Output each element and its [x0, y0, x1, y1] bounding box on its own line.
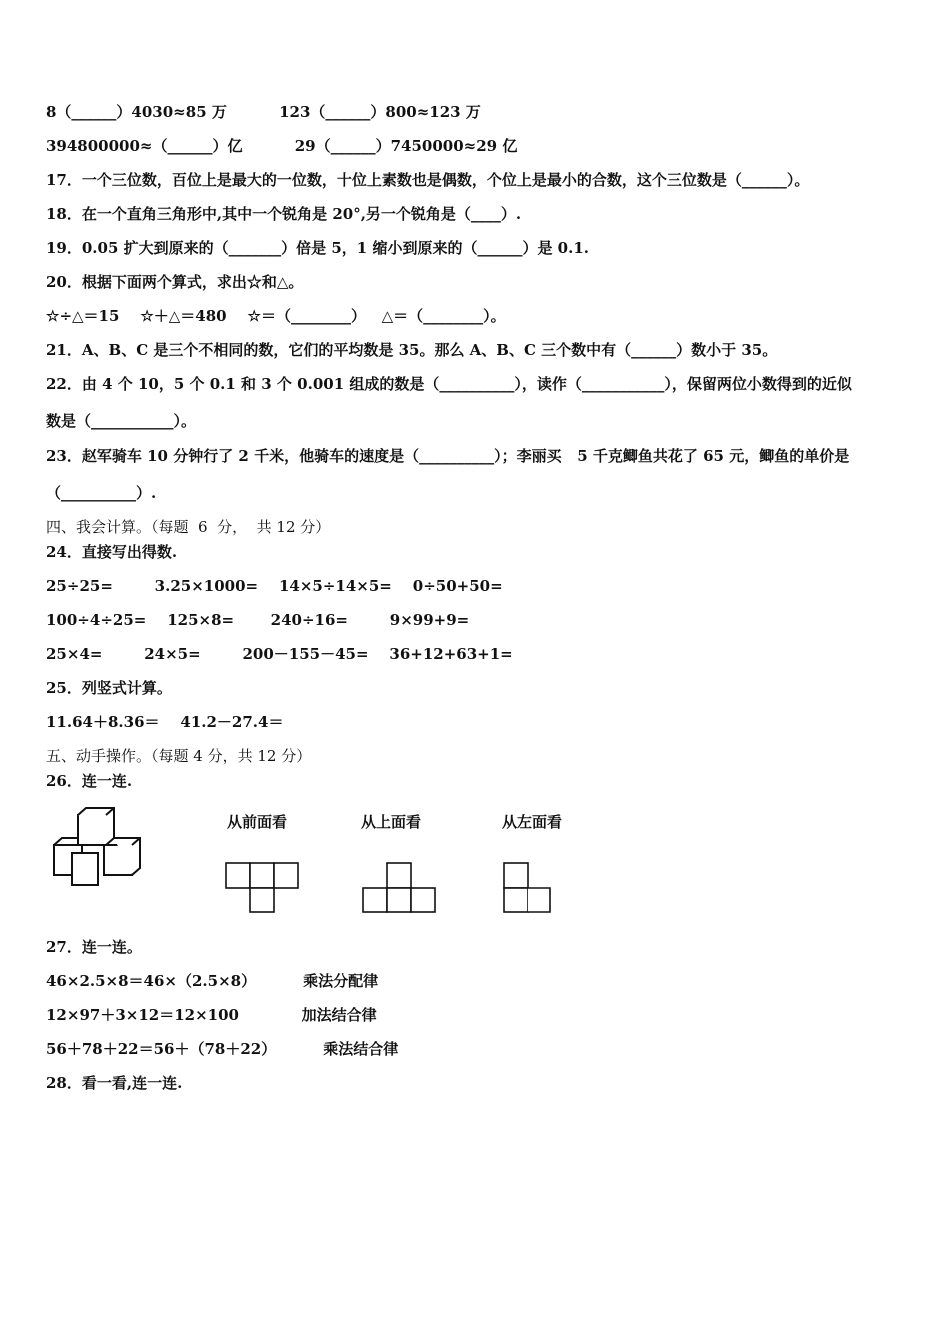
question-24: 24．直接写出得数.	[46, 543, 178, 561]
top-view-shape	[362, 860, 442, 916]
calc-row-4: 11.64＋8.36＝ 41.2－27.4＝	[46, 713, 284, 731]
match-row-1: 46×2.5×8＝46×（2.5×8） 乘法分配律	[46, 972, 379, 990]
question-18: 18．在一个直角三角形中,其中一个锐角是 20°,另一个锐角是（____）.	[46, 205, 522, 223]
calc-row-2: 100÷4÷25= 125×8= 240÷16= 9×99+9=	[46, 611, 470, 629]
left-view-label: 从左面看	[502, 813, 563, 831]
cube-stack-figure	[48, 805, 148, 890]
question-28: 28．看一看,连一连.	[46, 1074, 183, 1092]
question-27: 27．连一连。	[46, 938, 142, 956]
top-view-label: 从上面看	[361, 813, 422, 831]
question-26: 26．连一连.	[46, 772, 133, 790]
match-row-2: 12×97＋3×12＝12×100 加法结合律	[46, 1006, 377, 1024]
section-4-heading: 四、我会计算。（每题 6 分， 共 12 分）	[46, 518, 331, 536]
question-22-cont: 数是（___________）。	[46, 412, 197, 430]
line-estimate-2: 394800000≈（______）亿 29（______）7450000≈29 亿	[46, 137, 518, 155]
calc-row-3: 25×4= 24×5= 200－155－45= 36+12+63+1=	[46, 645, 513, 663]
question-23: 23．赵军骑车 10 分钟行了 2 千米，他骑车的速度是（__________）；李丽买 5 千克鲫鱼共花了 65 元，鲫鱼的单价是	[46, 447, 850, 465]
front-view-label: 从前面看	[227, 813, 288, 831]
question-20-equations: ☆÷△＝15 ☆＋△＝480 ☆＝（________） △＝（________）。	[46, 307, 506, 325]
section-5-heading: 五、动手操作。（每题 4 分，共 12 分）	[46, 747, 312, 765]
question-23-cont: （__________）.	[46, 484, 157, 502]
question-25: 25．列竖式计算。	[46, 679, 172, 697]
calc-row-1: 25÷25= 3.25×1000= 14×5÷14×5= 0÷50+50=	[46, 577, 503, 595]
question-19: 19．0.05 扩大到原来的（_______）倍是 5，1 缩小到原来的（______）是 0.1.	[46, 239, 589, 257]
line-estimate-1: 8（______）4030≈85 万 123（______）800≈123 万	[46, 103, 481, 121]
match-row-3: 56＋78＋22＝56＋（78＋22） 乘法结合律	[46, 1040, 399, 1058]
question-22: 22．由 4 个 10，5 个 0.1 和 3 个 0.001 组成的数是（__________），读作（___________），保留两位小数得到的近似	[46, 375, 852, 393]
left-view-shape	[500, 860, 556, 916]
front-view-shape	[225, 860, 305, 916]
question-17: 17．一个三位数，百位上是最大的一位数，十位上素数也是偶数，个位上是最小的合数，这个三位数是（______）。	[46, 171, 810, 189]
question-20: 20．根据下面两个算式，求出☆和△。	[46, 273, 304, 291]
question-21: 21．A、B、C 是三个不相同的数，它们的平均数是 35。那么 A、B、C 三个数中有（______）数小于 35。	[46, 341, 778, 359]
